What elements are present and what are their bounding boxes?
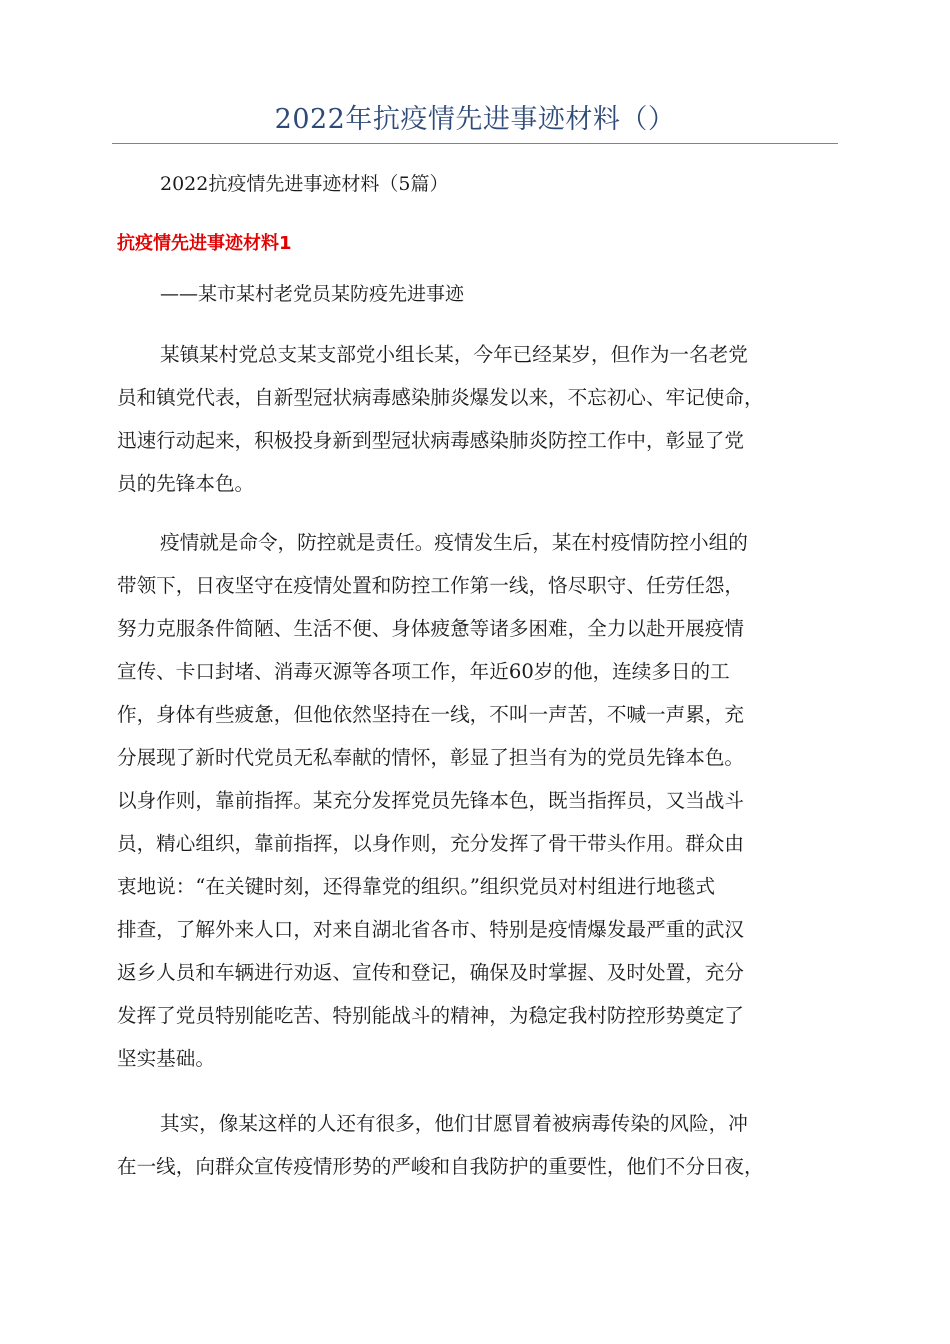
paragraph-line: 在一线，向群众宣传疫情形势的严峻和自我防护的重要性，他们不分日夜， [117,1155,764,1178]
paragraph-line: 坚实基础。 [117,1047,215,1070]
section-heading: 抗疫情先进事迹材料1 [117,233,292,254]
paragraph-line: 作，身体有些疲惫，但他依然坚持在一线，不叫一声苦，不喊一声累，充 [117,703,744,726]
document-subtitle: 2022抗疫情先进事迹材料（5篇） [160,173,449,195]
paragraph-line: 其实，像某这样的人还有很多，他们甘愿冒着被病毒传染的风险，冲 [160,1112,748,1135]
paragraph-line: 员的先锋本色。 [117,472,255,495]
title-divider [112,143,838,144]
paragraph-line: 宣传、卡口封堵、消毒灭源等各项工作，年近60岁的他，连续多日的工 [117,660,730,683]
paragraph-line: 衷地说：“在关键时刻，还得靠党的组织。”组织党员对村组进行地毯式 [117,875,716,898]
paragraph-line: 排查，了解外来人口，对来自湖北省各市、特别是疫情爆发最严重的武汉 [117,918,744,941]
paragraph-line: 返乡人员和车辆进行劝返、宣传和登记，确保及时掌握、及时处置，充分 [117,961,744,984]
paragraph-line: 员和镇党代表，自新型冠状病毒感染肺炎爆发以来，不忘初心、牢记使命， [117,386,764,409]
paragraph-line: 分展现了新时代党员无私奉献的情怀，彰显了担当有为的党员先锋本色。 [117,746,744,769]
paragraph-line: 以身作则，靠前指挥。某充分发挥党员先锋本色，既当指挥员，又当战斗 [117,789,744,812]
paragraph-line: 努力克服条件简陋、生活不便、身体疲惫等诸多困难，全力以赴开展疫情 [117,617,744,640]
paragraph-line: 带领下，日夜坚守在疫情处置和防控工作第一线，恪尽职守、任劳任怨， [117,574,744,597]
document-title: 2022年抗疫情先进事迹材料（） [274,104,676,135]
paragraph-line: 员，精心组织，靠前指挥，以身作则，充分发挥了骨干带头作用。群众由 [117,832,744,855]
section-byline: ——某市某村老党员某防疫先进事迹 [160,283,465,305]
paragraph-line: 某镇某村党总支某支部党小组长某，今年已经某岁，但作为一名老党 [160,343,748,366]
paragraph-line: 发挥了党员特别能吃苦、特别能战斗的精神，为稳定我村防控形势奠定了 [117,1004,744,1027]
paragraph-line: 迅速行动起来，积极投身新到型冠状病毒感染肺炎防控工作中，彰显了党 [117,429,744,452]
paragraph-line: 疫情就是命令，防控就是责任。疫情发生后，某在村疫情防控小组的 [160,531,748,554]
